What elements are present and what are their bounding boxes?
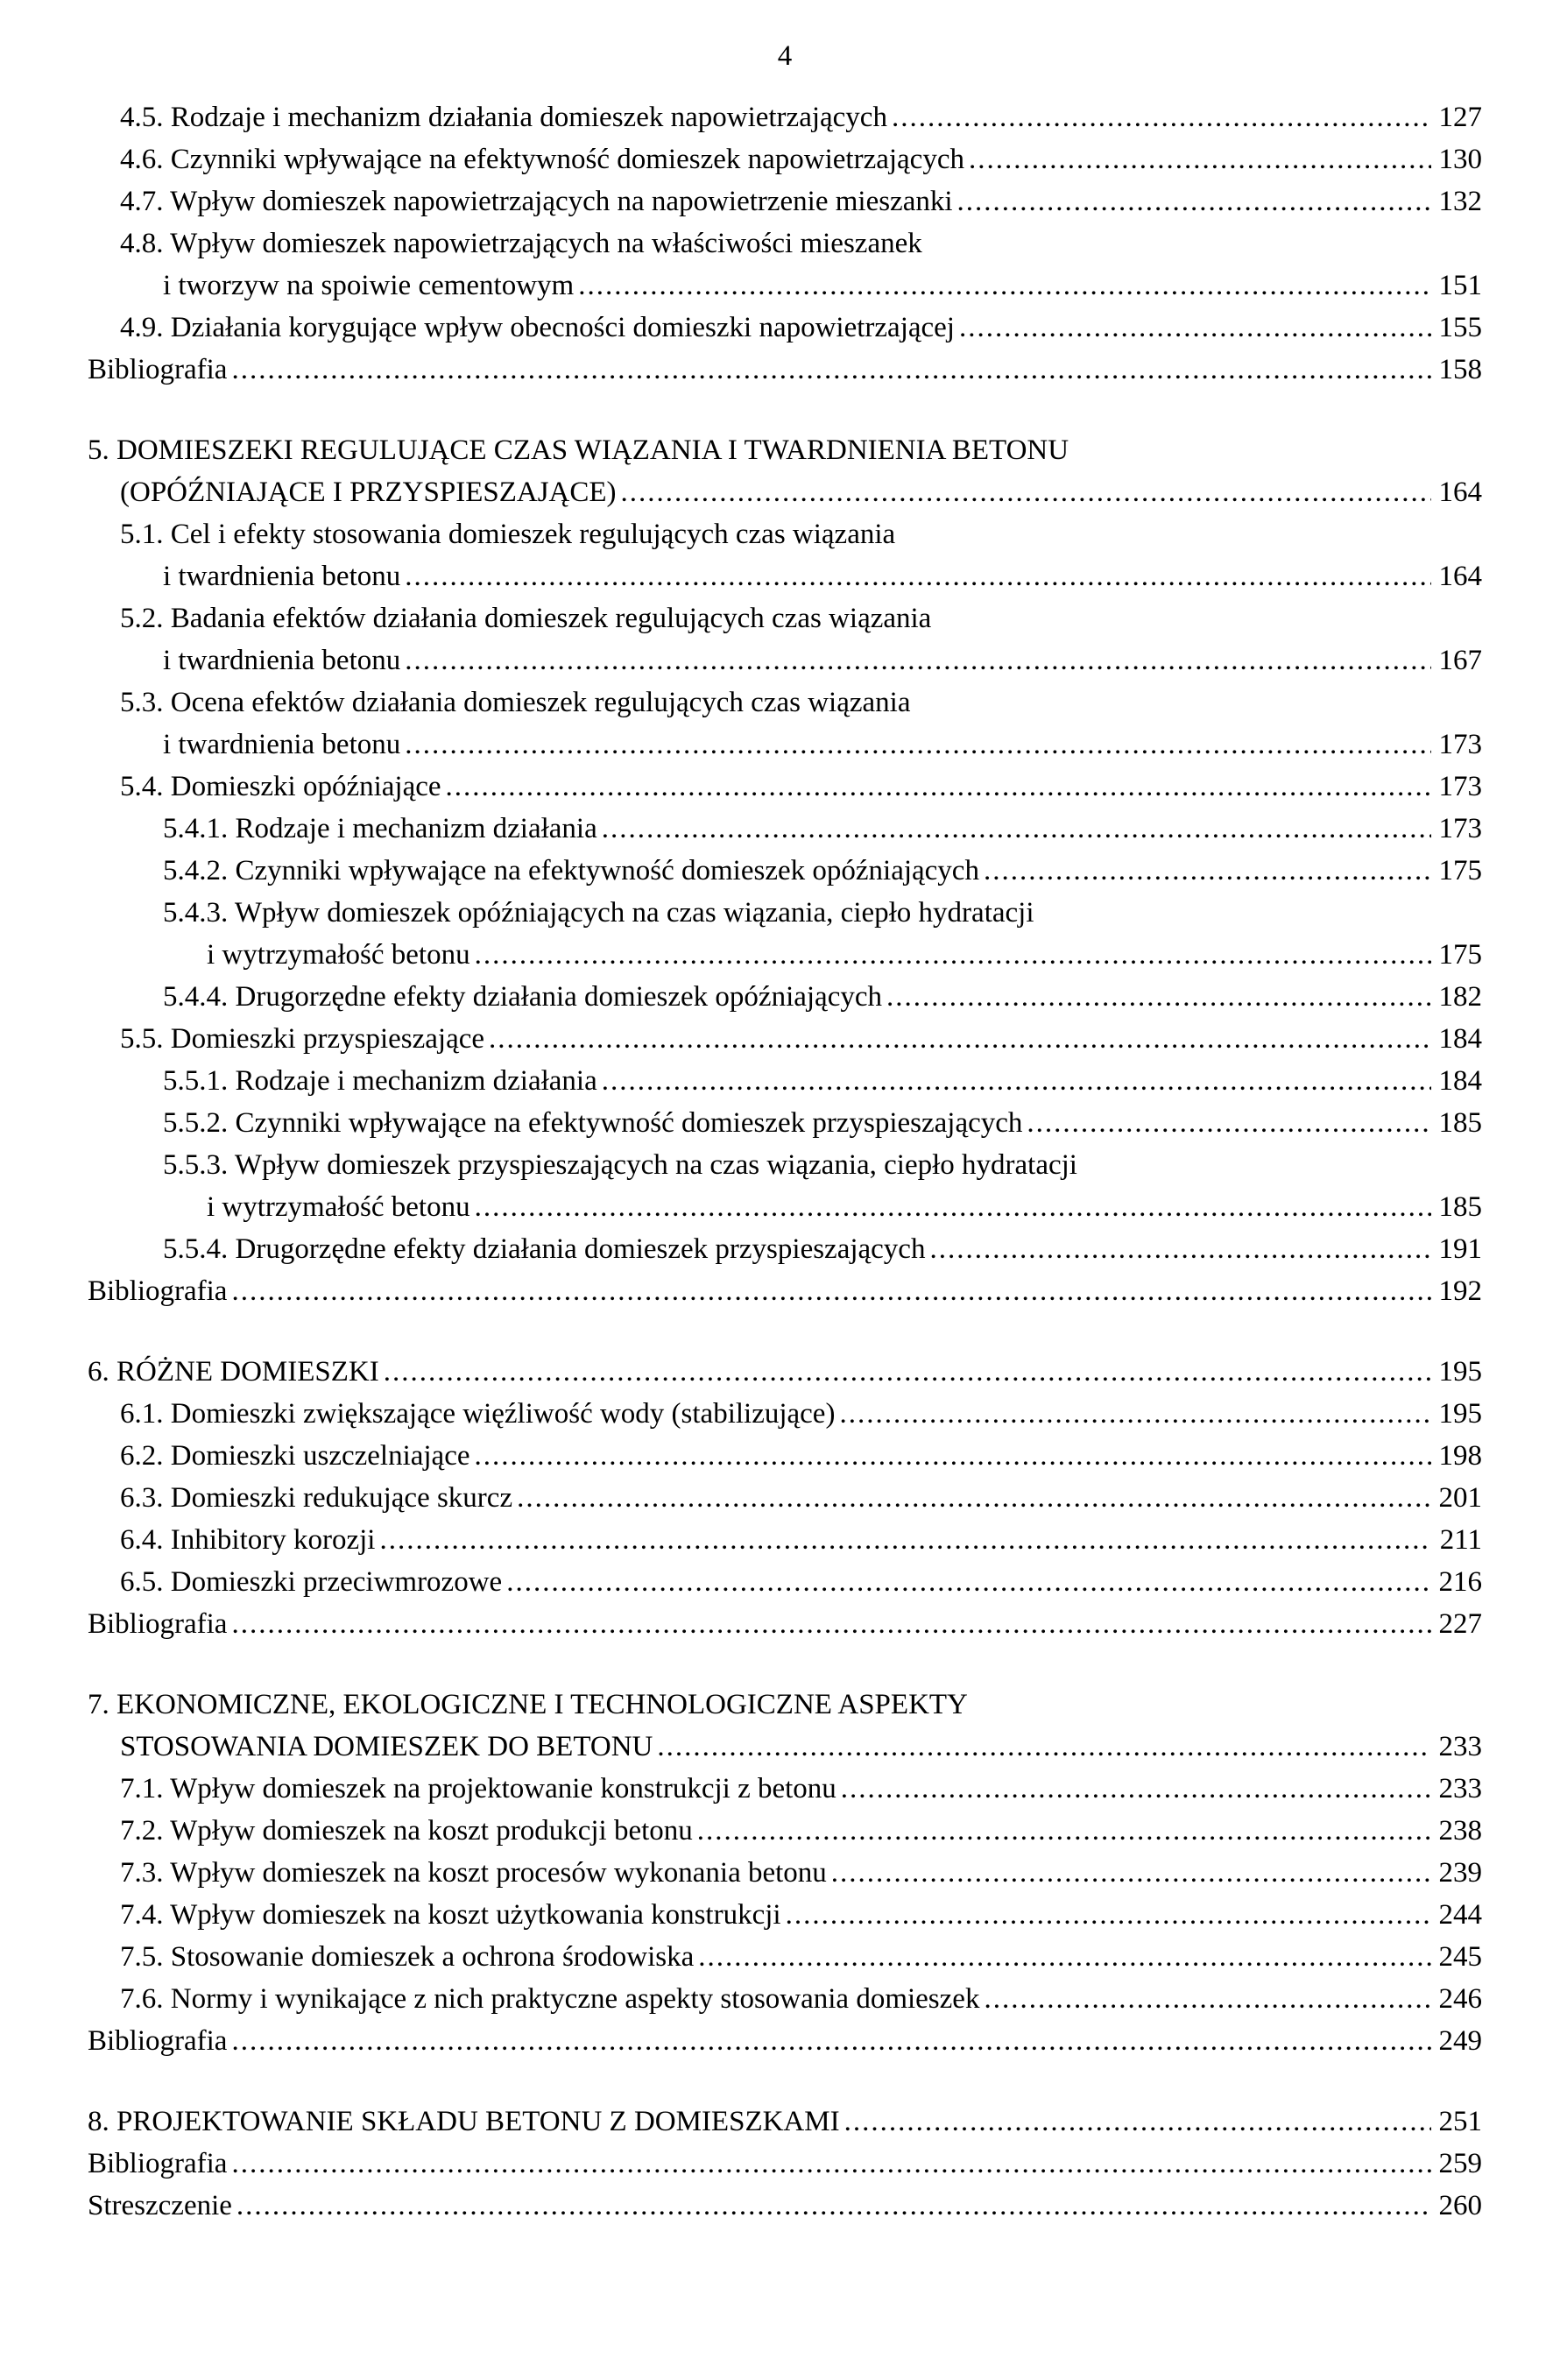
toc-entry-page: 155 xyxy=(1438,312,1482,343)
toc-entry-text: i wytrzymałość betonu xyxy=(207,939,470,971)
toc-entry xyxy=(88,513,1482,597)
toc-entry-page: 227 xyxy=(1438,1608,1482,1640)
toc-entry-line xyxy=(88,1810,1482,1852)
dot-leader xyxy=(470,1186,1431,1228)
toc-entry-text: 5.5.1. Rodzaje i mechanizm działania xyxy=(163,1065,597,1097)
toc-entry-line xyxy=(88,682,1482,724)
dot-leader xyxy=(227,2143,1431,2185)
toc-entry-line xyxy=(88,1936,1482,1978)
toc-entry-page: 195 xyxy=(1438,1356,1482,1388)
dot-leader xyxy=(484,1018,1431,1060)
dot-leader xyxy=(227,1270,1431,1312)
toc-entry-text: 6.1. Domieszki zwiększające więźliwość wody (stabilizujące) xyxy=(120,1398,836,1430)
toc-entry-page: 233 xyxy=(1438,1773,1482,1804)
toc-entry xyxy=(88,1102,1482,1144)
toc-entry-page: 201 xyxy=(1438,1482,1482,1514)
toc-entry-line xyxy=(88,597,1482,639)
toc-entry-line xyxy=(88,1603,1482,1645)
toc-entry-text: 6.5. Domieszki przeciwmrozowe xyxy=(120,1566,503,1598)
toc-entry xyxy=(88,1228,1482,1270)
dot-leader xyxy=(400,724,1431,766)
dot-leader xyxy=(470,934,1431,976)
toc-entry-text: Bibliografia xyxy=(88,1608,228,1640)
toc-entry-line xyxy=(88,1561,1482,1603)
toc-entry-line xyxy=(88,724,1482,766)
dot-leader xyxy=(835,1393,1431,1435)
dot-leader xyxy=(964,138,1431,180)
toc-entry-text: i twardnienia betonu xyxy=(163,561,401,592)
toc-entry xyxy=(88,1561,1482,1603)
toc-entry-page: 185 xyxy=(1438,1107,1482,1139)
toc-entry-text: i tworzyw na spoiwie cementowym xyxy=(163,270,575,301)
toc-entry-text: 5.5.3. Wpływ domieszek przyspieszających na czas wiązania, ciepło hydratacji xyxy=(163,1149,1077,1181)
toc-entry xyxy=(88,1894,1482,1936)
dot-leader xyxy=(840,2101,1431,2143)
toc-entry-line xyxy=(88,1894,1482,1936)
toc-entry-line xyxy=(88,892,1482,934)
toc-entry-text: STOSOWANIA DOMIESZEK DO BETONU xyxy=(120,1731,653,1762)
toc-entry-page: 198 xyxy=(1438,1440,1482,1472)
toc-entry-line xyxy=(88,1393,1482,1435)
dot-leader xyxy=(470,1435,1432,1477)
toc-entry xyxy=(88,2185,1482,2227)
dot-leader xyxy=(512,1477,1431,1519)
toc-entry-text: Bibliografia xyxy=(88,2148,228,2179)
toc-entry xyxy=(88,1270,1482,1312)
toc-entry-page: 151 xyxy=(1438,270,1482,301)
toc-entry-text: 7.4. Wpływ domieszek na koszt użytkowania konstrukcji xyxy=(120,1899,781,1931)
dot-leader xyxy=(979,850,1431,892)
toc-entry-line xyxy=(88,1060,1482,1102)
toc-entry-page: 191 xyxy=(1438,1233,1482,1265)
toc-entry xyxy=(88,1351,1482,1393)
toc-entry-page: 130 xyxy=(1438,144,1482,175)
toc-entry-line xyxy=(88,222,1482,265)
toc-entry-line xyxy=(88,265,1482,307)
toc-entry xyxy=(88,1519,1482,1561)
toc-entry-page: 251 xyxy=(1438,2106,1482,2137)
toc-entry-text: Streszczenie xyxy=(88,2190,232,2221)
toc-entry-line xyxy=(88,1228,1482,1270)
toc-entry-line xyxy=(88,1018,1482,1060)
toc-entry-line xyxy=(88,2143,1482,2185)
toc-entry-line xyxy=(88,639,1482,682)
toc-entry-page: 239 xyxy=(1438,1857,1482,1889)
dot-leader xyxy=(827,1852,1431,1894)
toc-entry-line xyxy=(88,429,1482,471)
toc-entry xyxy=(88,2101,1482,2143)
toc-entry-line xyxy=(88,2101,1482,2143)
toc-entry xyxy=(88,1852,1482,1894)
toc-entry xyxy=(88,1477,1482,1519)
toc-entry-text: Bibliografia xyxy=(88,354,228,385)
toc-entry-page: 216 xyxy=(1438,1566,1482,1598)
toc-entry-text: 5. DOMIESZEKI REGULUJĄCE CZAS WIĄZANIA I TWARDNIENIA BETONU xyxy=(88,434,1069,466)
toc-entry xyxy=(88,2143,1482,2185)
toc-entry-text: Bibliografia xyxy=(88,1275,228,1307)
toc-entry-line xyxy=(88,1351,1482,1393)
toc-entry-page: 184 xyxy=(1438,1065,1482,1097)
dot-leader xyxy=(441,766,1431,808)
toc-entry xyxy=(88,138,1482,180)
toc-entry-line xyxy=(88,471,1482,513)
toc-entry-line xyxy=(88,555,1482,597)
toc-entry-text: 5.5.4. Drugorzędne efekty działania domieszek przyspieszających xyxy=(163,1233,926,1265)
toc-entry-text: 5.4.1. Rodzaje i mechanizm działania xyxy=(163,813,597,844)
toc-entry-text: 7.3. Wpływ domieszek na koszt procesów wykonania betonu xyxy=(120,1857,827,1889)
toc-entry-page: 245 xyxy=(1438,1941,1482,1973)
dot-leader xyxy=(925,1228,1431,1270)
toc-entry-text: 4.9. Działania korygujące wpływ obecności domieszki napowietrzającej xyxy=(120,312,955,343)
toc-entry-line xyxy=(88,976,1482,1018)
dot-leader xyxy=(574,265,1431,307)
dot-leader xyxy=(227,1603,1431,1645)
toc-entry-page: 211 xyxy=(1439,1524,1482,1556)
toc-entry xyxy=(88,808,1482,850)
toc-entry-page: 246 xyxy=(1438,1983,1482,2015)
toc-entry-text: 4.6. Czynniki wpływające na efektywność domieszek napowietrzających xyxy=(120,144,964,175)
toc-entry-text: i twardnienia betonu xyxy=(163,729,401,760)
toc-entry-text: 5.4. Domieszki opóźniające xyxy=(120,771,441,802)
toc-entry-line xyxy=(88,1186,1482,1228)
toc-entry xyxy=(88,307,1482,349)
toc-entry-text: 5.2. Badania efektów działania domieszek regulujących czas wiązania xyxy=(120,603,932,634)
toc-entry-line xyxy=(88,808,1482,850)
toc-entry-line xyxy=(88,349,1482,391)
dot-leader xyxy=(693,1810,1431,1852)
toc-entry-line xyxy=(88,1684,1482,1726)
dot-leader xyxy=(1022,1102,1431,1144)
dot-leader xyxy=(597,808,1431,850)
toc-entry xyxy=(88,180,1482,222)
dot-leader xyxy=(232,2185,1431,2227)
toc-entry xyxy=(88,1435,1482,1477)
toc-entry-page: 260 xyxy=(1438,2190,1482,2221)
toc-entry-line xyxy=(88,1978,1482,2020)
toc-entry xyxy=(88,429,1482,513)
toc-entry-page: 173 xyxy=(1438,771,1482,802)
toc-entry xyxy=(88,1060,1482,1102)
toc-entry-page: 173 xyxy=(1438,813,1482,844)
toc-entry-text: 7. EKONOMICZNE, EKOLOGICZNE I TECHNOLOGICZNE ASPEKTY xyxy=(88,1689,968,1720)
toc-entry xyxy=(88,1936,1482,1978)
toc-entry xyxy=(88,766,1482,808)
dot-leader xyxy=(227,2020,1431,2062)
toc-entry-line xyxy=(88,1270,1482,1312)
dot-leader xyxy=(887,96,1431,138)
dot-leader xyxy=(781,1894,1431,1936)
toc-entry xyxy=(88,892,1482,976)
toc-entry xyxy=(88,1768,1482,1810)
toc-entry-text: 7.2. Wpływ domieszek na koszt produkcji betonu xyxy=(120,1815,693,1847)
dot-leader xyxy=(836,1768,1431,1810)
toc-entry xyxy=(88,1144,1482,1228)
toc-entry-text: 6.3. Domieszki redukujące skurcz xyxy=(120,1482,513,1514)
toc-entry xyxy=(88,1603,1482,1645)
toc-entry-text: 5.4.4. Drugorzędne efekty działania domieszek opóźniających xyxy=(163,981,882,1013)
toc-entry xyxy=(88,2020,1482,2062)
toc-entry xyxy=(88,349,1482,391)
toc-entry-line xyxy=(88,2020,1482,2062)
toc-entry-page: 184 xyxy=(1438,1023,1482,1055)
toc-entry xyxy=(88,682,1482,766)
dot-leader xyxy=(653,1726,1431,1768)
toc-entry-page: 192 xyxy=(1438,1275,1482,1307)
toc-entry xyxy=(88,1393,1482,1435)
toc-entry-line xyxy=(88,850,1482,892)
toc-entry-page: 185 xyxy=(1438,1191,1482,1223)
dot-leader xyxy=(227,349,1431,391)
toc-entry xyxy=(88,976,1482,1018)
toc-entry-page: 175 xyxy=(1438,855,1482,886)
toc-entry-text: (OPÓŹNIAJĄCE I PRZYSPIESZAJĄCE) xyxy=(120,477,617,508)
toc-entry xyxy=(88,1018,1482,1060)
toc-entry-text: 7.6. Normy i wynikające z nich praktyczne aspekty stosowania domieszek xyxy=(120,1983,980,2015)
toc-entry-text: 5.5.2. Czynniki wpływające na efektywność domieszek przyspieszających xyxy=(163,1107,1023,1139)
toc-entry xyxy=(88,1684,1482,1768)
toc-entry-line xyxy=(88,1435,1482,1477)
toc-entry-text: 5.1. Cel i efekty stosowania domieszek regulujących czas wiązania xyxy=(120,519,896,550)
toc-entry-text: i wytrzymałość betonu xyxy=(207,1191,470,1223)
toc-entry-line xyxy=(88,96,1482,138)
toc-entry-page: 238 xyxy=(1438,1815,1482,1847)
toc-entry-line xyxy=(88,1852,1482,1894)
toc-entry xyxy=(88,1810,1482,1852)
toc-entry-page: 175 xyxy=(1438,939,1482,971)
dot-leader xyxy=(953,180,1431,222)
toc-entry-page: 158 xyxy=(1438,354,1482,385)
toc-entry-text: 5.5. Domieszki przyspieszające xyxy=(120,1023,485,1055)
dot-leader xyxy=(694,1936,1431,1978)
toc-list xyxy=(88,96,1482,2227)
toc-entry xyxy=(88,597,1482,682)
toc-entry-text: 8. PROJEKTOWANIE SKŁADU BETONU Z DOMIESZKAMI xyxy=(88,2106,840,2137)
toc-entry-text: i twardnienia betonu xyxy=(163,645,401,676)
toc-entry-line xyxy=(88,1519,1482,1561)
toc-entry-text: 4.5. Rodzaje i mechanizm działania domieszek napowietrzających xyxy=(120,102,887,133)
toc-entry-page: 167 xyxy=(1438,645,1482,676)
toc-entry-text: 6. RÓŻNE DOMIESZKI xyxy=(88,1356,379,1388)
toc-entry-text: 5.3. Ocena efektów działania domieszek regulujących czas wiązania xyxy=(120,687,911,718)
toc-entry-line xyxy=(88,1726,1482,1768)
toc-entry-page: 195 xyxy=(1438,1398,1482,1430)
toc-entry-line xyxy=(88,513,1482,555)
toc-entry-text: 6.2. Domieszki uszczelniające xyxy=(120,1440,470,1472)
toc-entry-page: 164 xyxy=(1438,561,1482,592)
toc-entry-line xyxy=(88,2185,1482,2227)
page-number: 4 xyxy=(777,40,793,72)
toc-entry-text: 7.5. Stosowanie domieszek a ochrona środowiska xyxy=(120,1941,695,1973)
toc-entry-line xyxy=(88,180,1482,222)
toc-entry-page: 244 xyxy=(1438,1899,1482,1931)
toc-entry-line xyxy=(88,1144,1482,1186)
toc-entry-text: Bibliografia xyxy=(88,2025,228,2057)
toc-entry-text: 5.4.3. Wpływ domieszek opóźniających na czas wiązania, ciepło hydratacji xyxy=(163,897,1034,929)
toc-entry-page: 233 xyxy=(1438,1731,1482,1762)
dot-leader xyxy=(617,471,1431,513)
dot-leader xyxy=(882,976,1431,1018)
toc-entry-page: 132 xyxy=(1438,186,1482,217)
dot-leader xyxy=(955,307,1431,349)
toc-entry-text: 4.7. Wpływ domieszek napowietrzających na napowietrzenie mieszanki xyxy=(120,186,953,217)
toc-entry xyxy=(88,222,1482,307)
toc-entry xyxy=(88,96,1482,138)
toc-entry xyxy=(88,850,1482,892)
toc-entry-line xyxy=(88,307,1482,349)
toc-entry-page: 173 xyxy=(1438,729,1482,760)
dot-leader xyxy=(597,1060,1431,1102)
toc-entry-page: 127 xyxy=(1438,102,1482,133)
dot-leader xyxy=(400,555,1431,597)
toc-entry-line xyxy=(88,1477,1482,1519)
toc-entry-text: 7.1. Wpływ domieszek na projektowanie konstrukcji z betonu xyxy=(120,1773,836,1804)
toc-entry-page: 249 xyxy=(1438,2025,1482,2057)
dot-leader xyxy=(375,1519,1431,1561)
dot-leader xyxy=(979,1978,1431,2020)
toc-entry-line xyxy=(88,934,1482,976)
toc-entry-text: 6.4. Inhibitory korozji xyxy=(120,1524,376,1556)
toc-entry-line xyxy=(88,1768,1482,1810)
toc-entry-page: 259 xyxy=(1438,2148,1482,2179)
toc-entry-line xyxy=(88,138,1482,180)
toc-entry-line xyxy=(88,766,1482,808)
dot-leader xyxy=(400,639,1431,682)
toc-entry-text: 4.8. Wpływ domieszek napowietrzających na właściwości mieszanek xyxy=(120,228,922,259)
toc-entry-text: 5.4.2. Czynniki wpływające na efektywność domieszek opóźniających xyxy=(163,855,979,886)
dot-leader xyxy=(379,1351,1431,1393)
toc-entry-page: 164 xyxy=(1438,477,1482,508)
dot-leader xyxy=(502,1561,1431,1603)
toc-entry-page: 182 xyxy=(1438,981,1482,1013)
toc-entry-line xyxy=(88,1102,1482,1144)
toc-entry xyxy=(88,1978,1482,2020)
